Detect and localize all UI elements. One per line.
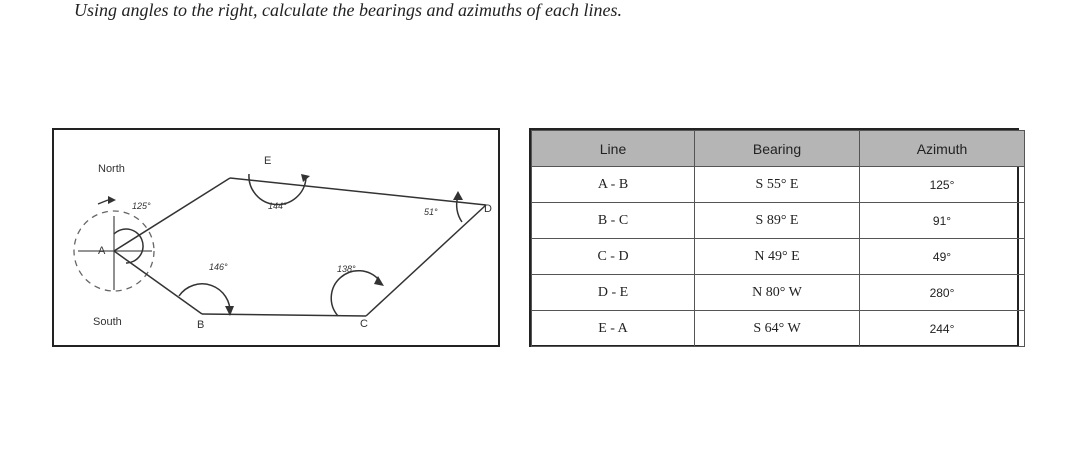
azimuth-pointer <box>98 200 108 204</box>
instruction-text: Using angles to the right, calculate the bearings and azimuths of each lines. <box>74 0 622 20</box>
point-a-label: A <box>98 245 106 257</box>
angle-label-d: 51° <box>424 207 438 217</box>
cell-line: B - C <box>532 203 695 239</box>
table-row <box>532 311 1025 347</box>
traverse-svg <box>54 130 502 349</box>
header-line: Line <box>532 131 695 167</box>
cell-azimuth: 125° <box>860 167 1025 203</box>
cell-line: D - E <box>532 275 695 311</box>
north-label: North <box>98 163 125 175</box>
line-b-a <box>114 251 202 314</box>
angle-label-a: 125° <box>132 201 151 211</box>
angle-arc-e <box>249 174 306 205</box>
cell-azimuth: 49° <box>860 239 1025 275</box>
bearings-table-grid <box>531 130 1025 347</box>
point-b-label: B <box>197 319 205 331</box>
angle-label-b: 146° <box>209 262 228 272</box>
cell-azimuth: 280° <box>860 275 1025 311</box>
cell-azimuth: 91° <box>860 203 1025 239</box>
table-row <box>532 167 1025 203</box>
point-d-label: D <box>484 203 492 215</box>
cell-bearing: N 49° E <box>695 239 860 275</box>
table-row <box>532 203 1025 239</box>
point-e-label: E <box>264 155 272 167</box>
table-header-row <box>532 131 1025 167</box>
header-bearing: Bearing <box>695 131 860 167</box>
table-row <box>532 239 1025 275</box>
cell-line: A - B <box>532 167 695 203</box>
header-azimuth: Azimuth <box>860 131 1025 167</box>
line-d-c <box>366 205 486 316</box>
angle-label-c: 138° <box>337 264 356 274</box>
bearings-table <box>529 128 1019 347</box>
angle-arc-a <box>114 229 143 263</box>
angle-arc-b <box>179 284 230 314</box>
cell-bearing: S 64° W <box>695 311 860 347</box>
cell-line: C - D <box>532 239 695 275</box>
azimuth-arrow <box>108 196 116 204</box>
cell-bearing: S 89° E <box>695 203 860 239</box>
traverse-diagram <box>52 128 500 347</box>
line-a-e <box>114 178 230 251</box>
angle-arc-c <box>331 271 379 316</box>
cell-bearing: N 80° W <box>695 275 860 311</box>
table-row <box>532 275 1025 311</box>
line-c-b <box>202 314 366 316</box>
angle-label-e: 144° <box>268 201 287 211</box>
cell-line: E - A <box>532 311 695 347</box>
south-label: South <box>93 316 122 328</box>
cell-bearing: S 55° E <box>695 167 860 203</box>
point-c-label: C <box>360 318 368 330</box>
angle-arrow-d <box>453 191 463 200</box>
cell-azimuth: 244° <box>860 311 1025 347</box>
